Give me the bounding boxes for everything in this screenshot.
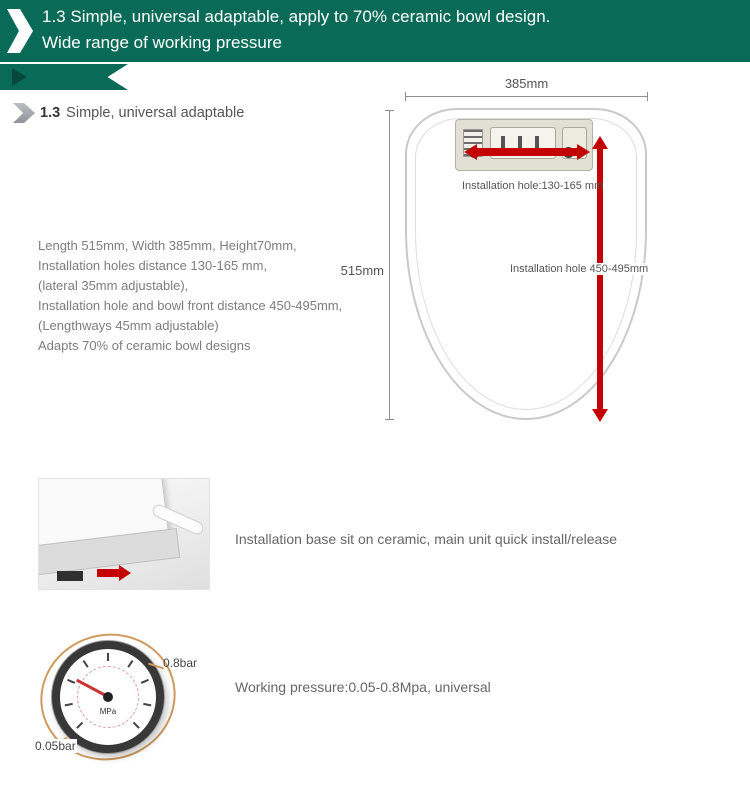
gauge-tick [127, 660, 133, 668]
header-banner [0, 0, 750, 62]
length-dimension-label: 515mm [340, 263, 384, 278]
section-chevron-icon [13, 103, 35, 123]
arrow-bar [97, 569, 119, 577]
installation-caption: Installation base sit on ceramic, main unit quick install/release [235, 531, 618, 547]
width-dimension-label: 385mm [504, 76, 549, 91]
banner-title-line2: Wide range of working pressure [42, 33, 283, 52]
gauge-tick [141, 679, 149, 684]
pressure-caption: Working pressure:0.05-0.8Mpa, universal [235, 679, 491, 695]
pressure-gauge [52, 641, 164, 753]
ribbon-chevron-icon [12, 68, 27, 86]
spec-line: (Lengthways 45mm adjustable) [38, 318, 219, 333]
section-number: 1.3 [40, 105, 61, 121]
installation-base-photo [38, 478, 210, 590]
ribbon-decoration [0, 64, 128, 90]
gauge-tick [83, 660, 89, 668]
release-arrow-icon [97, 565, 131, 581]
gauge-unit-label: MPa [99, 706, 117, 716]
spec-line: Length 515mm, Width 385mm, Height70mm, [38, 238, 297, 253]
gauge-tick [107, 653, 109, 661]
arrow-head-right-icon [119, 565, 131, 581]
spec-line: Installation hole and bowl front distance 450-495mm, [38, 298, 343, 313]
arrow-bar [475, 148, 579, 156]
gauge-tick [76, 722, 83, 729]
lateral-adjust-arrow-icon [464, 144, 590, 160]
banner-title-line1: 1.3 Simple, universal adaptable, apply to 70% ceramic bowl design. [42, 7, 551, 26]
arrow-head-right-icon [577, 144, 590, 160]
lengthwise-adjust-arrow-icon [592, 136, 608, 422]
spec-line: Installation holes distance 130-165 mm, [38, 258, 268, 273]
length-dimension-tick [385, 110, 394, 111]
spec-line: Adapts 70% of ceramic bowl designs [38, 338, 251, 353]
spec-paragraph [38, 236, 342, 356]
section-title: Simple, universal adaptable [66, 105, 245, 121]
width-dimension-tick [647, 92, 648, 101]
gauge-center-cap [103, 692, 113, 702]
installation-hole-top-label: Installation hole:130-165 mm [462, 180, 604, 192]
length-dimension-line [389, 110, 390, 420]
installation-hole-front-label: Installation hole 450-495mm [510, 263, 649, 275]
gauge-tick [133, 722, 140, 729]
length-dimension-tick [385, 419, 394, 420]
release-slot-shape [57, 571, 83, 581]
spec-line: (lateral 35mm adjustable), [38, 278, 189, 293]
gauge-tick [67, 679, 75, 684]
arrow-head-down-icon [592, 409, 608, 422]
banner-chevron-icon [7, 9, 33, 53]
max-pressure-label: 0.8bar [163, 656, 198, 670]
width-dimension-tick [405, 92, 406, 101]
width-dimension-line [405, 96, 648, 97]
min-pressure-label: 0.05bar [35, 739, 76, 753]
section-heading [40, 105, 244, 121]
